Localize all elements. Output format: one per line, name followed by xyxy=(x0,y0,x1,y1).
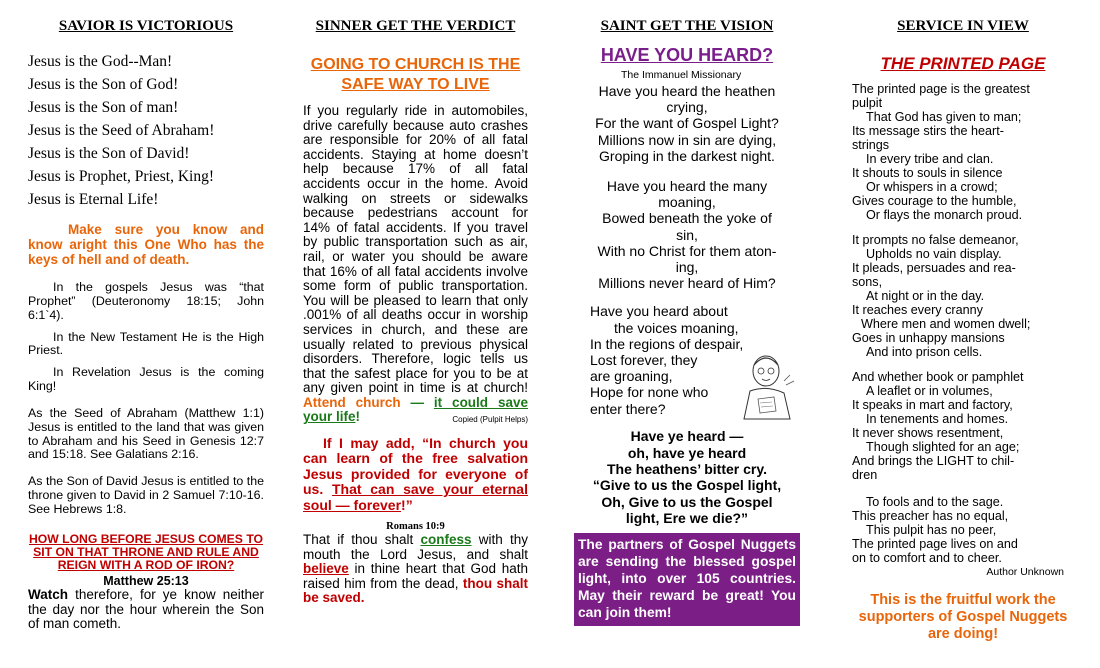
column-saint xyxy=(574,0,800,668)
source-credit: Copied (Pulpit Helps) xyxy=(452,415,528,425)
footer-fruitful-work: This is the fruitful work the supporters of Gospel Nuggets are doing! xyxy=(858,592,1068,642)
romans-part: That if thou shalt xyxy=(303,532,421,548)
poem-line: With no Christ for them aton- xyxy=(597,242,777,259)
save-life: it could save your life xyxy=(303,394,528,425)
be-saved: thou shalt be saved. xyxy=(303,575,528,606)
chorus-line: oh, have ye heard xyxy=(627,444,747,461)
printed-stanza-3 xyxy=(852,370,1074,482)
poem-line: Have you heard the many xyxy=(606,178,768,195)
poem-line: The printed page lives on and xyxy=(852,537,1018,551)
column-service xyxy=(852,0,1074,668)
poem-line: Or whispers in a crowd; xyxy=(866,180,998,194)
poem-line: Where men and women dwell; xyxy=(861,317,1031,331)
verse-reference: Matthew 25:13 xyxy=(103,574,189,589)
poem-line: crying, xyxy=(666,99,708,116)
exclaim: ! xyxy=(355,409,361,425)
paragraph-king: In Revelation Jesus is the coming King! xyxy=(28,364,264,393)
printed-stanza-4 xyxy=(852,495,1074,565)
poem-line: It speaks in mart and factory, xyxy=(852,398,1013,412)
poem-line: moaning, xyxy=(658,194,716,211)
poem-line: enter there? xyxy=(590,400,666,417)
poem-line: That God has given to man; xyxy=(866,110,1022,124)
praying-person-illustration xyxy=(740,351,796,423)
list-item: Jesus is the God--Man! xyxy=(28,53,173,70)
poem-line: A leaflet or in volumes, xyxy=(866,384,993,398)
romans-part: with thy mouth the Lord Jesus, and shalt xyxy=(303,532,528,562)
poem-line: It pleads, persuades and rea- xyxy=(852,261,1016,275)
eternal-soul: That can save your eternal soul — forever xyxy=(303,481,528,513)
poem-line: strings xyxy=(852,138,890,152)
column-savior xyxy=(28,0,264,668)
poem-line: the voices moaning, xyxy=(614,319,739,336)
poem-line: Hope for none who xyxy=(590,384,709,401)
poem-line: This pulpit has no peer, xyxy=(866,523,997,537)
romans-part: in thine heart that God hath raised him from the dead, xyxy=(303,561,528,591)
paragraph-free-salvation xyxy=(303,436,528,513)
poem-line: Though slighted for an age; xyxy=(866,440,1020,454)
poem-line: It shouts to souls in silence xyxy=(852,166,1003,180)
title-church-safe: GOING TO CHURCH IS THE SAFE WAY TO LIVE xyxy=(310,56,521,93)
verse-rest: therefore, for ye know neither the day nor the hour wherein the Son of man cometh. xyxy=(28,587,264,632)
paragraph-priest: In the New Testament He is the High Priest. xyxy=(28,329,264,358)
poem-line: The printed page is the greatest xyxy=(852,82,1030,96)
list-item: Jesus is the Son of man! xyxy=(28,99,179,116)
verse-matthew xyxy=(28,588,264,632)
list-item: Jesus is Eternal Life! xyxy=(28,191,159,208)
jesus-list xyxy=(28,50,264,211)
stanza-1 xyxy=(574,83,800,164)
paragraph-church-safety xyxy=(303,104,528,425)
header-saint: SAINT GET THE VISION xyxy=(600,18,774,34)
list-item: Jesus is the Seed of Abraham! xyxy=(28,122,215,139)
paragraph-david: As the Son of David Jesus is entitled to the throne given to David in 2 Samuel 7:10-16. See Hebrews 1:8. xyxy=(28,474,264,516)
partners-box xyxy=(574,533,800,626)
partners-text: The partners of Gospel Nuggets are sending the blessed gospel light, into over 105 countries. May their reward be great! You can join them! xyxy=(578,537,796,621)
poem-line: In every tribe and clan. xyxy=(866,152,994,166)
printed-stanza-2 xyxy=(852,233,1074,359)
chorus-line: “Give to us the Gospel light, xyxy=(592,477,782,494)
poem-line: sin, xyxy=(676,226,698,243)
poem-line: are groaning, xyxy=(590,368,673,385)
poem-line: Millions now in sin are dying, xyxy=(597,131,777,148)
poem-line: sons, xyxy=(852,275,883,289)
poem-line: For the want of Gospel Light? xyxy=(595,115,779,132)
list-item: Jesus is the Son of God! xyxy=(28,76,179,93)
poem-line: Lost forever, they xyxy=(590,352,698,369)
header-savior: SAVIOR IS VICTORIOUS xyxy=(58,18,234,34)
dash: — xyxy=(400,394,434,410)
poem-line: Gives courage to the humble, xyxy=(852,194,1017,208)
verse-lead: Watch xyxy=(28,587,68,603)
chorus-line: light, Ere we die?” xyxy=(625,509,749,526)
poem-subtitle: The Immanuel Missionary xyxy=(621,69,742,81)
poem-line: Have you heard about xyxy=(590,303,728,320)
poem-line: Its message stirs the heart- xyxy=(852,124,1004,138)
chorus-line: The heathens’ bitter cry. xyxy=(606,461,767,478)
header-sinner: SINNER GET THE VERDICT xyxy=(315,18,516,34)
safety-text: If you regularly ride in automobiles, drive carefully because auto crashes are responsible for 20% of all fatal accidents. Staying at home doesn’t help because 17% of all fatal accidents occur in the home. Avoid walking on streets or sidewalks because pedestrians account for 14% of fatal accidents. If you travel by public transportation such as air, rail, or water you should be aware that 16% of all fatal accidents involve some form of public transportation. You will be pleased to learn that only .001% of all deaths occur in worship services in church, and these are usually related to previous physical disorders. Therefore, logic tells us that the safest place for you to be at any given point in time is at church! xyxy=(303,103,528,396)
list-item: Jesus is Prophet, Priest, King! xyxy=(28,168,214,185)
verse-romans xyxy=(303,533,528,606)
stanza-3-block xyxy=(574,303,800,423)
chorus-line: Have ye heard — xyxy=(630,428,744,445)
poem-line: In tenements and homes. xyxy=(866,412,1009,426)
salvation-text: If I may add, “In church you can learn of the free salvation Jesus provided for everyone of us. xyxy=(303,435,528,498)
poem-line: And into prison cells. xyxy=(866,345,983,359)
chorus xyxy=(574,428,800,526)
poem-line: In the regions of despair, xyxy=(590,335,744,352)
poem-line: At night or in the day. xyxy=(866,289,985,303)
poem-line: pulpit xyxy=(852,96,883,110)
believe: believe xyxy=(303,561,349,577)
salvation-end: !” xyxy=(401,496,413,513)
callout-keys: Make sure you know and know aright this One Who has the keys of hell and of death. xyxy=(28,222,264,267)
printed-stanza-1 xyxy=(852,82,1074,222)
title-printed-page: THE PRINTED PAGE xyxy=(880,54,1046,73)
header-service: SERVICE IN VIEW xyxy=(897,18,1029,34)
list-item: Jesus is the Son of David! xyxy=(28,145,190,162)
poem-line: Goes in unhappy mansions xyxy=(852,331,1005,345)
poem-line: It never shows resentment, xyxy=(852,426,1004,440)
paragraph-prophet: In the gospels Jesus was “that Prophet” (Deuteronomy 18:15; John 6:1`4). xyxy=(28,280,264,322)
poem-line: It reaches every cranny xyxy=(852,303,983,317)
poem-line: Upholds no vain display. xyxy=(866,247,1002,261)
poem-line: ing, xyxy=(675,259,699,276)
question-throne: HOW LONG BEFORE JESUS COMES TO SIT ON THAT THRONE AND RULE AND REIGN WITH A ROD OF IRON? xyxy=(28,532,264,573)
poem-line: And whether book or pamphlet xyxy=(852,370,1024,384)
confess: confess xyxy=(420,532,472,548)
poem-line: It prompts no false demeanor, xyxy=(852,233,1019,247)
poem-line: To fools and to the sage. xyxy=(866,495,1004,509)
poem-line: on to comfort and to cheer. xyxy=(852,551,1002,565)
column-sinner xyxy=(303,0,528,668)
attend-church: Attend church xyxy=(303,394,401,410)
poem-line: Or flays the monarch proud. xyxy=(866,208,1023,222)
paragraph-abraham: As the Seed of Abraham (Matthew 1:1) Jesus is entitled to the land that was given to Abraham and his Seed in Genesis 12:7 and 15:18. See Galatians 2:16. xyxy=(28,406,264,462)
poem-title: HAVE YOU HEARD? xyxy=(600,45,774,65)
poem-line: This preacher has no equal, xyxy=(852,509,1009,523)
romans-reference: Romans 10:9 xyxy=(386,521,445,533)
poem-line: Groping in the darkest night. xyxy=(599,147,775,164)
poem-line: Have you heard the heathen xyxy=(598,83,776,99)
chorus-line: Oh, Give to us the Gospel xyxy=(601,493,773,510)
poem-line: And brings the LIGHT to chil- xyxy=(852,454,1015,468)
stanza-2 xyxy=(574,178,800,291)
poem-line: Bowed beneath the yoke of xyxy=(602,210,772,227)
poem-line: dren xyxy=(852,468,878,482)
author-credit: Author Unknown xyxy=(986,566,1064,578)
poem-line: Millions never heard of Him? xyxy=(598,275,776,292)
